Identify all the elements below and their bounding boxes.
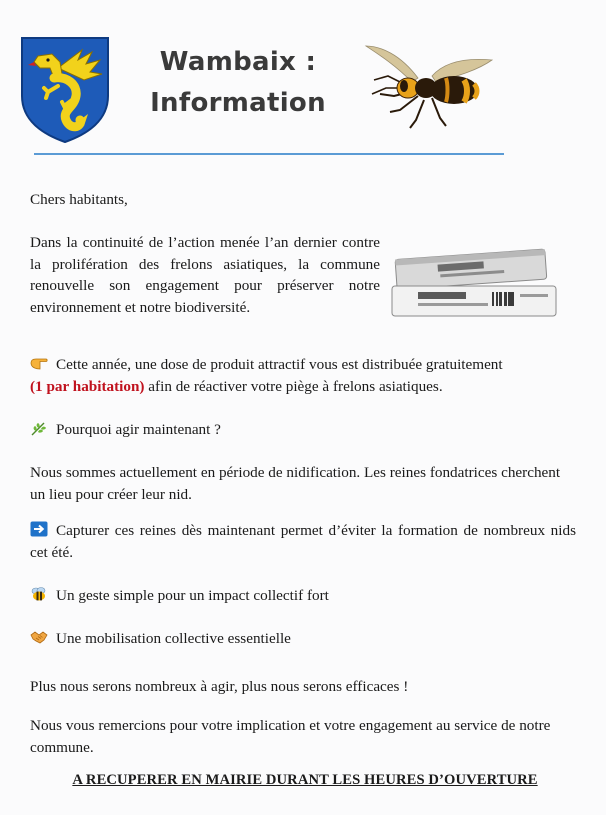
intro-paragraph: Dans la continuité de l’action menée l’an dernier contre la prolifération des frelons asiatiques, la commune renouvelle son engagement pour préserver notre environnement et notre biodiversité.: [30, 234, 380, 316]
title-divider: [34, 153, 504, 155]
title-line-2: Information: [150, 88, 326, 118]
dose-text-after: afin de réactiver votre piège à frelons asiatiques.: [144, 377, 443, 395]
why-heading: [30, 419, 576, 441]
why-heading-text: Pourquoi agir maintenant ?: [56, 421, 221, 438]
pointing-hand-icon: [30, 355, 48, 371]
dose-paragraph: [30, 354, 576, 397]
mobilisation-line: [30, 628, 576, 650]
hornet-icon: [360, 40, 500, 135]
dose-text-before: Cette année, une dose de produit attractif vous est distribuée gratuitement: [56, 356, 503, 373]
thanks-paragraph: Nous vous remercions pour votre implication et votre engagement au service de notre commune.: [30, 717, 551, 756]
nidification-paragraph: Nous sommes actuellement en période de nidification. Les reines fondatrices cherchent un lieu pour créer leur nid.: [30, 464, 561, 503]
herb-icon: [30, 420, 48, 436]
gesture-line: [30, 585, 576, 607]
product-sachets-image: [388, 240, 562, 324]
capture-text: Capturer ces reines dès maintenant permet d’éviter la formation de nombreux nids cet été.: [30, 522, 576, 561]
capture-paragraph: [30, 520, 576, 563]
handshake-icon: [30, 629, 48, 645]
together-line: Plus nous serons nombreux à agir, plus nous serons efficaces !: [30, 678, 409, 695]
dose-highlight: (1 par habitation): [30, 377, 145, 395]
gesture-text: Un geste simple pour un impact collectif fort: [56, 587, 329, 604]
right-arrow-icon: [30, 521, 48, 537]
bee-icon: [30, 586, 48, 602]
pickup-notice: A RECUPERER EN MAIRIE DURANT LES HEURES D’OUVERTURE: [72, 772, 538, 788]
coat-of-arms-icon: [18, 34, 112, 144]
mobilisation-text: Une mobilisation collective essentielle: [56, 630, 291, 647]
greeting-text: Chers habitants,: [30, 191, 128, 208]
page-title: [128, 42, 348, 124]
title-line-1: Wambaix :: [159, 47, 317, 77]
